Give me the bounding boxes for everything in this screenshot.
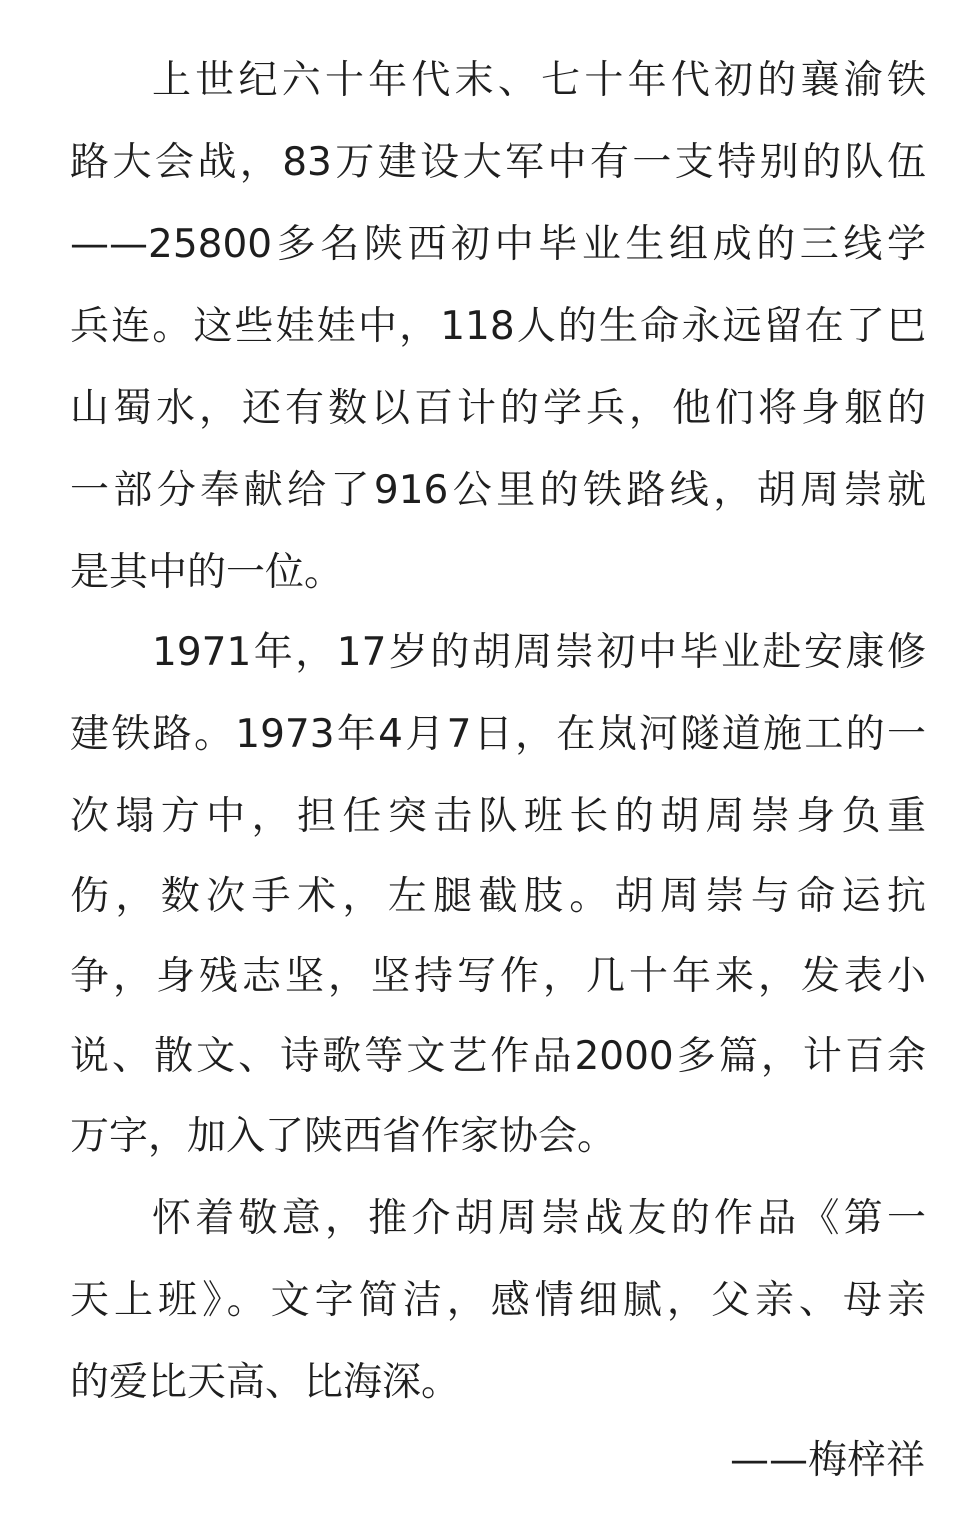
- paragraph-3-line-3: 的爱比天高、比海深。: [70, 1360, 461, 1405]
- paragraph-1-line-2: 路大会战，83万建设大军中有一支特别的队伍: [70, 140, 926, 185]
- paragraph-2-line-7: 万字，加入了陕西省作家协会。: [70, 1114, 617, 1159]
- paragraph-1-line-7: 是其中的一位。: [70, 550, 344, 595]
- paragraph-1-line-5: 山蜀水，还有数以百计的学兵，他们将身躯的: [70, 386, 926, 431]
- paragraph-1-line-3: ——25800多名陕西初中毕业生组成的三线学: [70, 222, 926, 267]
- paragraph-1-line-4: 兵连。这些娃娃中，118人的生命永远留在了巴: [70, 304, 926, 349]
- paragraph-1-line-6: 一部分奉献给了916公里的铁路线，胡周崇就: [70, 468, 926, 513]
- paragraph-3-line-2: 天上班》。文字简洁，感情细腻，父亲、母亲: [70, 1278, 926, 1323]
- paragraph-1-line-1: 上世纪六十年代末、七十年代初的襄渝铁: [152, 58, 926, 103]
- paragraph-2-line-1: 1971年，17岁的胡周崇初中毕业赴安康修: [152, 630, 926, 675]
- paragraph-2-line-5: 争，身残志坚，坚持写作，几十年来，发表小: [70, 954, 926, 999]
- paragraph-2-line-4: 伤，数次手术，左腿截肢。胡周崇与命运抗: [70, 874, 926, 919]
- paragraph-2-line-6: 说、散文、诗歌等文艺作品2000多篇，计百余: [70, 1034, 926, 1079]
- paragraph-3-line-1: 怀着敬意，推介胡周崇战友的作品《第一: [152, 1196, 926, 1241]
- paragraph-2-line-3: 次塌方中，担任突击队班长的胡周崇身负重: [70, 794, 926, 839]
- paragraph-2-line-2: 建铁路。1973年4月7日，在岚河隧道施工的一: [70, 712, 926, 757]
- author-signature: ——梅梓祥: [729, 1438, 925, 1483]
